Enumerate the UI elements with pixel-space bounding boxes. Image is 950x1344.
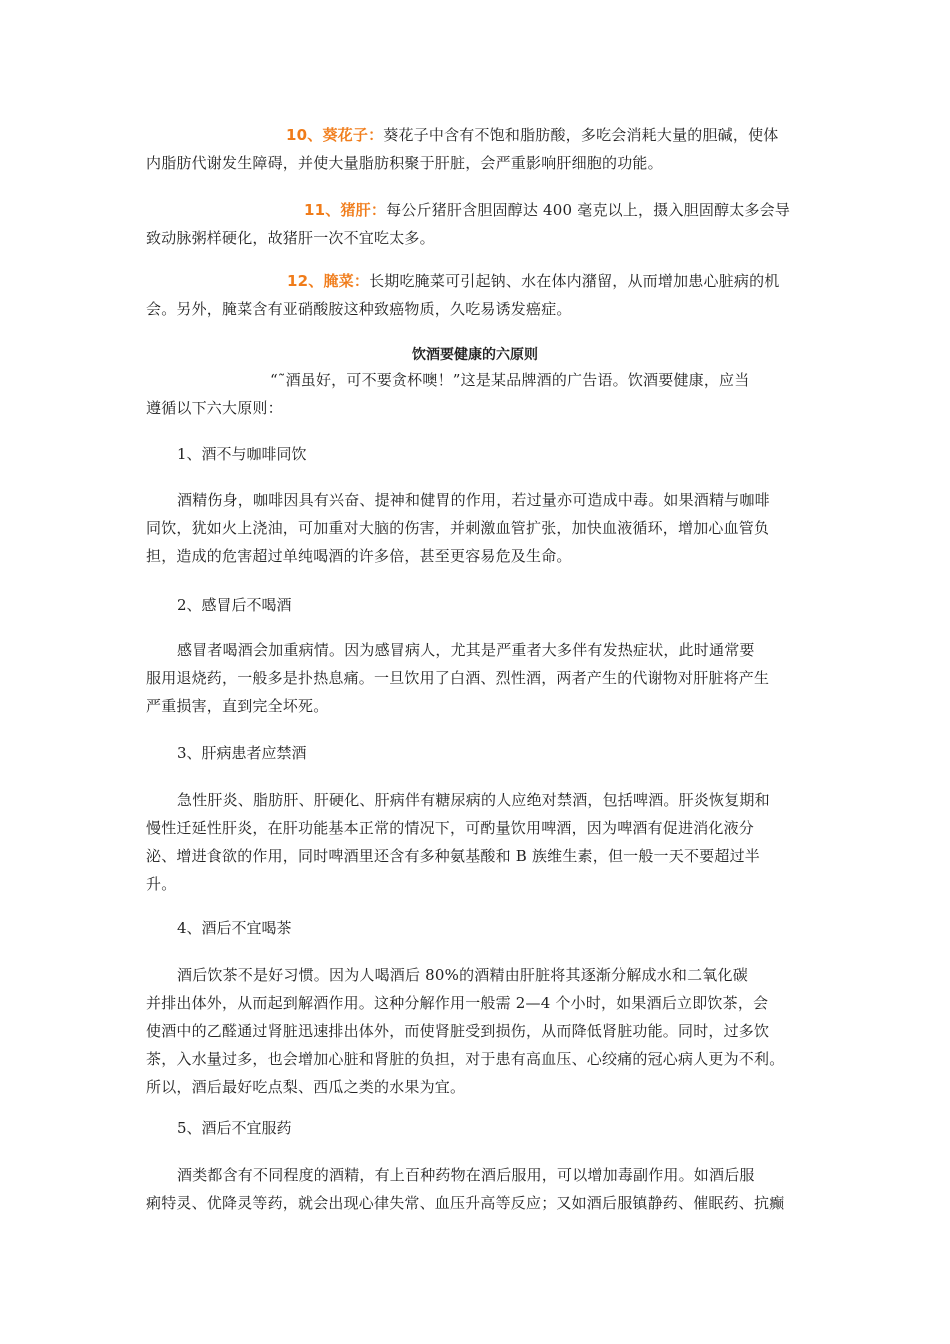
food-item-pork-liver <box>146 196 810 252</box>
body-line: 痢特灵、优降灵等药，就会出现心律失常、血压升高等反应；又如酒后服镇静药、催眠药、抗癫 <box>146 1194 785 1212</box>
food-item-pickles <box>146 267 810 323</box>
body-line: 茶，入水量过多，也会增加心脏和肾脏的负担，对于患有高血压、心绞痛的冠心病人更为不利。 <box>146 1050 785 1068</box>
section-body <box>146 961 810 1101</box>
body-line: 酒类都含有不同程度的酒精，有上百种药物在酒后服用，可以增加毒副作用。如酒后服 <box>177 1166 755 1184</box>
food-name: 10、葵花子： <box>286 126 384 144</box>
body-line: 泌、增进食欲的作用，同时啤酒里还含有多种氨基酸和 B 族维生素，但一般一天不要超过半 <box>146 847 760 865</box>
intro-line: 遵循以下六大原则： <box>146 399 283 417</box>
body-line: 严重损害，直到完全坏死。 <box>146 697 329 715</box>
food-text-line: 葵花子中含有不饱和脂肪酸，多吃会消耗大量的胆碱，使体 <box>383 126 779 144</box>
food-text-line: 致动脉粥样硬化，故猪肝一次不宜吃太多。 <box>146 229 435 247</box>
food-text-line: 内脂肪代谢发生障碍，并使大量脂肪积聚于肝脏，会严重影响肝细胞的功能。 <box>146 154 663 172</box>
body-line: 感冒者喝酒会加重病情。因为感冒病人，尤其是严重者大多伴有发热症状，此时通常要 <box>177 641 755 659</box>
section-heading: 4、酒后不宜喝茶 <box>177 919 292 937</box>
body-line: 酒后饮茶不是好习惯。因为人喝酒后 80%的酒精由肝脏将其逐渐分解成水和二氧化碳 <box>177 966 748 984</box>
food-name: 12、腌菜： <box>287 272 370 290</box>
food-name: 11、猪肝： <box>304 201 387 219</box>
body-line: 担，造成的危害超过单纯喝酒的许多倍，甚至更容易危及生命。 <box>146 547 572 565</box>
body-line: 慢性迁延性肝炎，在肝功能基本正常的情况下，可酌量饮用啤酒，因为啤酒有促进消化液分 <box>146 819 755 837</box>
article-title: 饮酒要健康的六原则 <box>412 347 538 363</box>
body-line: 急性肝炎、脂肪肝、肝硬化、肝病伴有糖尿病的人应绝对禁酒，包括啤酒。肝炎恢复期和 <box>177 791 770 809</box>
section-body <box>146 1161 810 1217</box>
body-line: 使酒中的乙醛通过肾脏迅速排出体外，而使肾脏受到损伤，从而降低肾脏功能。同时，过多饮 <box>146 1022 770 1040</box>
section-heading: 3、肝病患者应禁酒 <box>177 744 307 762</box>
body-line: 并排出体外，从而起到解酒作用。这种分解作用一般需 2—4 个小时，如果酒后立即饮茶，会 <box>146 994 769 1012</box>
body-line: 所以，酒后最好吃点梨、西瓜之类的水果为宜。 <box>146 1078 466 1096</box>
article-intro <box>146 366 810 422</box>
body-line: 服用退烧药，一般多是扑热息痛。一旦饮用了白酒、烈性酒，两者产生的代谢物对肝脏将产生 <box>146 669 770 687</box>
section-body <box>146 636 810 720</box>
section-body <box>146 786 810 898</box>
food-text-line: 长期吃腌菜可引起钠、水在体内潴留，从而增加患心脏病的机 <box>369 272 780 290</box>
body-line: 升。 <box>146 875 177 893</box>
section-heading: 5、酒后不宜服药 <box>177 1119 292 1137</box>
section-heading: 1、酒不与咖啡同饮 <box>177 445 307 463</box>
section-heading: 2、感冒后不喝酒 <box>177 596 292 614</box>
body-line: 同饮，犹如火上浇油，可加重对大脑的伤害，并刺激血管扩张，加快血液循环，增加心血管负 <box>146 519 770 537</box>
section-body <box>146 486 810 570</box>
body-line: 酒精伤身，咖啡因具有兴奋、提神和健胃的作用，若过量亦可造成中毒。如果酒精与咖啡 <box>177 491 770 509</box>
food-text-line: 每公斤猪肝含胆固醇达 400 毫克以上，摄入胆固醇太多会导 <box>386 201 791 219</box>
intro-line: “˜酒虽好，可不要贪杯噢！”这是某品牌酒的广告语。饮酒要健康，应当 <box>270 371 750 389</box>
food-item-sunflower-seeds <box>146 121 810 177</box>
food-text-line: 会。另外，腌菜含有亚硝酸胺这种致癌物质，久吃易诱发癌症。 <box>146 300 572 318</box>
